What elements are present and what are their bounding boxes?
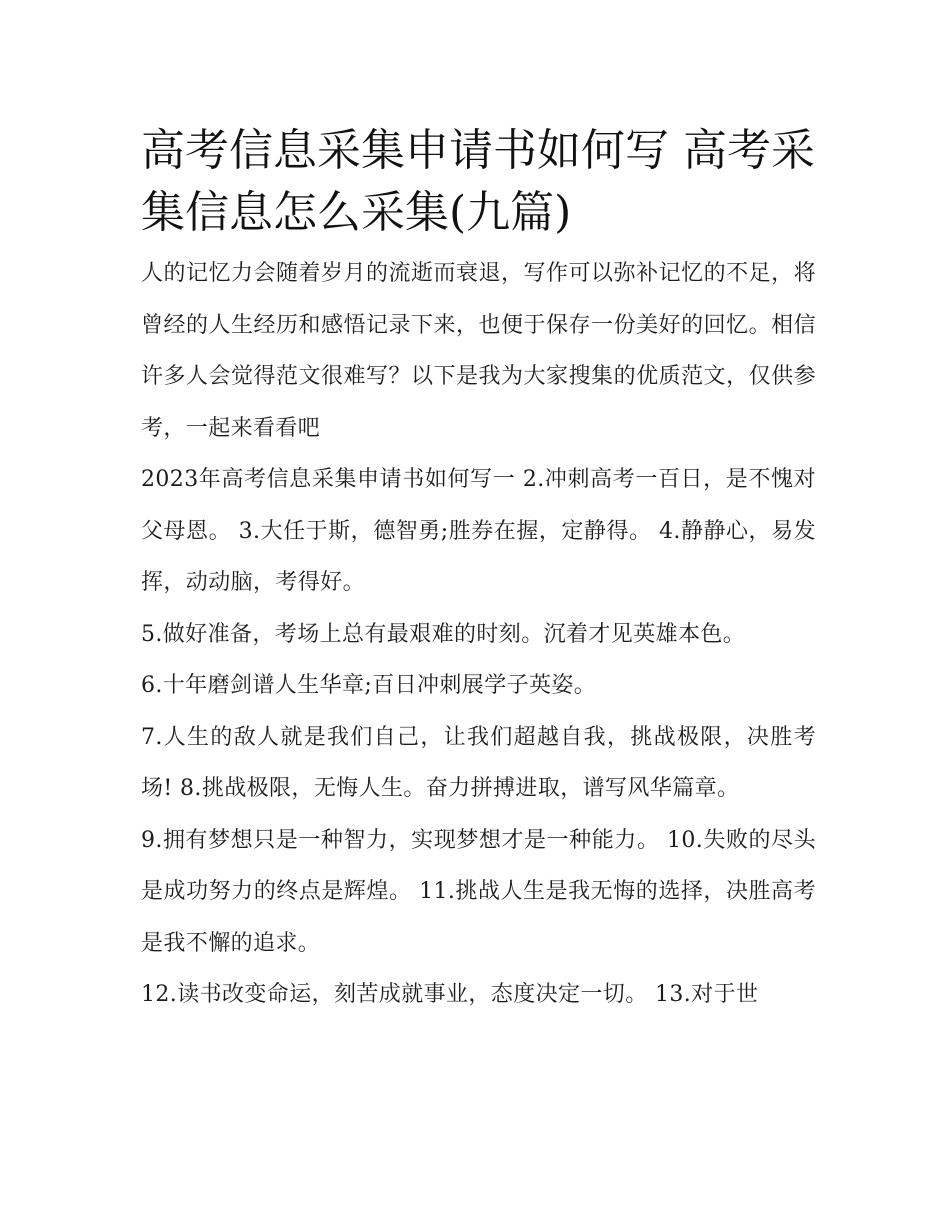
document-page [141, 120, 816, 1021]
paragraph-item: 5.做好准备，考场上总有最艰难的时刻。沉着才见英雄本色。 [141, 621, 746, 647]
document-title: 高考信息采集申请书如何写 高考采集信息怎么采集(九篇) [141, 125, 815, 238]
paragraph-item: 7.人生的敌人就是我们自己，让我们超越自我，挑战极限，决胜考场! 8.挑战极限，无悔人生。奋力拼搏进取，谱写风华篇章。 [141, 724, 816, 801]
paragraph-item: 2023年高考信息采集申请书如何写一 2.冲刺高考一百日，是不愧对父母恩。 3.大任于斯，德智勇;胜券在握，定静得。 4.静静心，易发挥，动动脑，考得好。 [141, 467, 816, 595]
paragraph-item: 12.读书改变命运，刻苦成就事业，态度决定一切。 13.对于世 [141, 982, 759, 1007]
paragraph-item: 6.十年磨剑谱人生华章;百日冲刺展学子英姿。 [141, 673, 597, 698]
paragraph-intro: 人的记忆力会随着岁月的流逝而衰退，写作可以弥补记忆的不足，将曾经的人生经历和感悟记录下来，也便于保存一份美好的回忆。相信许多人会觉得范文很难写？以下是我为大家搜集的优质范文，仅供参考，一起来看看吧 [141, 261, 816, 441]
paragraph-item: 9.拥有梦想只是一种智力，实现梦想才是一种能力。 10.失败的尽头是成功努力的终点是辉煌。 11.挑战人生是我无悔的选择，决胜高考是我不懈的追求。 [141, 827, 816, 956]
